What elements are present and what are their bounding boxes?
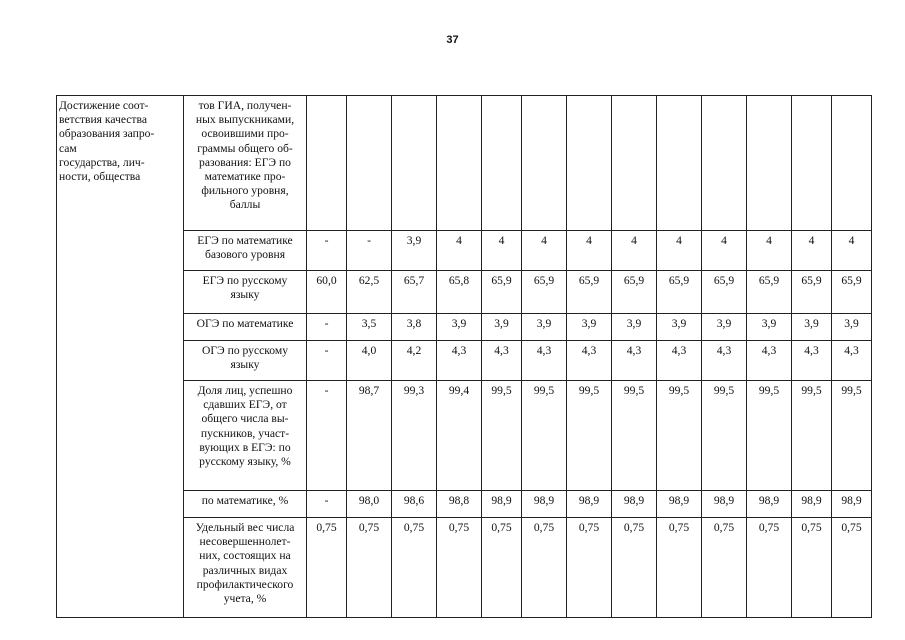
value-cell: 3,9: [567, 314, 612, 341]
value-cell: 4,3: [567, 341, 612, 381]
value-cell: 99,5: [792, 381, 832, 491]
value-cell: 3,9: [832, 314, 872, 341]
value-cell: [437, 96, 482, 231]
value-cell: 4,3: [657, 341, 702, 381]
value-cell: 98,9: [522, 491, 567, 518]
value-cell: 99,5: [702, 381, 747, 491]
value-cell: 99,3: [392, 381, 437, 491]
value-cell: 4: [437, 231, 482, 271]
value-cell: [657, 96, 702, 231]
value-cell: 0,75: [702, 518, 747, 618]
value-cell: 3,8: [392, 314, 437, 341]
indicator-cell: ОГЭ по математике: [184, 314, 307, 341]
value-cell: 4,3: [522, 341, 567, 381]
value-cell: [832, 96, 872, 231]
value-cell: 0,75: [482, 518, 522, 618]
value-cell: 65,9: [567, 271, 612, 314]
value-cell: 98,9: [567, 491, 612, 518]
indicator-cell: ЕГЭ по математике базового уровня: [184, 231, 307, 271]
value-cell: 4,3: [437, 341, 482, 381]
value-cell: 4,3: [747, 341, 792, 381]
value-cell: 4: [612, 231, 657, 271]
value-cell: 4: [792, 231, 832, 271]
value-cell: 4: [832, 231, 872, 271]
value-cell: 4,3: [832, 341, 872, 381]
value-cell: 3,9: [792, 314, 832, 341]
goal-cell: [57, 96, 184, 618]
value-cell: 3,5: [347, 314, 392, 341]
value-cell: 99,5: [522, 381, 567, 491]
value-cell: 4: [567, 231, 612, 271]
value-cell: 4,3: [482, 341, 522, 381]
value-cell: 3,9: [702, 314, 747, 341]
value-cell: -: [347, 231, 392, 271]
value-cell: 99,4: [437, 381, 482, 491]
value-cell: 4: [657, 231, 702, 271]
value-cell: 4,3: [702, 341, 747, 381]
value-cell: 99,5: [747, 381, 792, 491]
indicator-cell: по математике, %: [184, 491, 307, 518]
value-cell: 65,9: [657, 271, 702, 314]
value-cell: 0,75: [437, 518, 482, 618]
value-cell: 98,9: [657, 491, 702, 518]
value-cell: 0,75: [747, 518, 792, 618]
value-cell: 98,9: [482, 491, 522, 518]
value-cell: 0,75: [347, 518, 392, 618]
value-cell: 99,5: [657, 381, 702, 491]
value-cell: 98,9: [747, 491, 792, 518]
value-cell: 99,5: [482, 381, 522, 491]
value-cell: 98,9: [832, 491, 872, 518]
value-cell: 60,0: [307, 271, 347, 314]
value-cell: 65,9: [702, 271, 747, 314]
value-cell: 62,5: [347, 271, 392, 314]
value-cell: -: [307, 341, 347, 381]
value-cell: 0,75: [522, 518, 567, 618]
value-cell: 4: [482, 231, 522, 271]
indicators-table: [56, 95, 872, 618]
value-cell: 3,9: [392, 231, 437, 271]
value-cell: 3,9: [482, 314, 522, 341]
value-cell: [792, 96, 832, 231]
indicator-cell: Доля лиц, успешно сдавших ЕГЭ, от общего числа вы- пускников, участ- вующих в ЕГЭ: по русскому языку, %: [184, 381, 307, 491]
value-cell: 0,75: [657, 518, 702, 618]
table-row: [57, 96, 872, 231]
value-cell: 3,9: [747, 314, 792, 341]
value-cell: [482, 96, 522, 231]
value-cell: 4,3: [792, 341, 832, 381]
value-cell: 99,5: [832, 381, 872, 491]
value-cell: 65,9: [522, 271, 567, 314]
value-cell: 98,7: [347, 381, 392, 491]
value-cell: 3,9: [612, 314, 657, 341]
indicator-cell: ЕГЭ по русскому языку: [184, 271, 307, 314]
value-cell: 98,6: [392, 491, 437, 518]
value-cell: 4,2: [392, 341, 437, 381]
value-cell: 98,9: [792, 491, 832, 518]
indicator-cell: Удельный вес числа несовершеннолет- них, состоящих на различных видах профилактического учета, %: [184, 518, 307, 618]
value-cell: 98,8: [437, 491, 482, 518]
value-cell: [347, 96, 392, 231]
value-cell: 0,75: [832, 518, 872, 618]
value-cell: 0,75: [567, 518, 612, 618]
value-cell: 3,9: [437, 314, 482, 341]
value-cell: 0,75: [307, 518, 347, 618]
value-cell: 4,0: [347, 341, 392, 381]
value-cell: 65,9: [612, 271, 657, 314]
value-cell: [522, 96, 567, 231]
value-cell: [307, 96, 347, 231]
value-cell: 3,9: [657, 314, 702, 341]
value-cell: 65,9: [482, 271, 522, 314]
value-cell: [392, 96, 437, 231]
value-cell: [702, 96, 747, 231]
value-cell: 99,5: [612, 381, 657, 491]
table-body: [57, 96, 872, 618]
value-cell: 65,9: [792, 271, 832, 314]
value-cell: [567, 96, 612, 231]
value-cell: 4: [522, 231, 567, 271]
goal-text: Достижение соот- ветствия качества образования запро- сам государства, лич- ности, общества: [59, 99, 155, 184]
value-cell: 65,9: [747, 271, 792, 314]
value-cell: 65,8: [437, 271, 482, 314]
value-cell: [612, 96, 657, 231]
value-cell: 65,9: [832, 271, 872, 314]
value-cell: 65,7: [392, 271, 437, 314]
value-cell: 0,75: [392, 518, 437, 618]
value-cell: -: [307, 314, 347, 341]
value-cell: 98,9: [612, 491, 657, 518]
value-cell: -: [307, 231, 347, 271]
indicator-cell: тов ГИА, получен- ных выпускниками, освоившими про- граммы общего об- разования: ЕГЭ по математике про- фильного уровня, баллы: [184, 96, 307, 231]
indicator-cell: ОГЭ по русскому языку: [184, 341, 307, 381]
value-cell: 98,0: [347, 491, 392, 518]
value-cell: 4,3: [612, 341, 657, 381]
value-cell: 3,9: [522, 314, 567, 341]
value-cell: [747, 96, 792, 231]
value-cell: -: [307, 381, 347, 491]
value-cell: 4: [747, 231, 792, 271]
value-cell: 99,5: [567, 381, 612, 491]
value-cell: 0,75: [612, 518, 657, 618]
value-cell: 0,75: [792, 518, 832, 618]
value-cell: -: [307, 491, 347, 518]
value-cell: 98,9: [702, 491, 747, 518]
page-number: 37: [446, 34, 459, 46]
value-cell: 4: [702, 231, 747, 271]
